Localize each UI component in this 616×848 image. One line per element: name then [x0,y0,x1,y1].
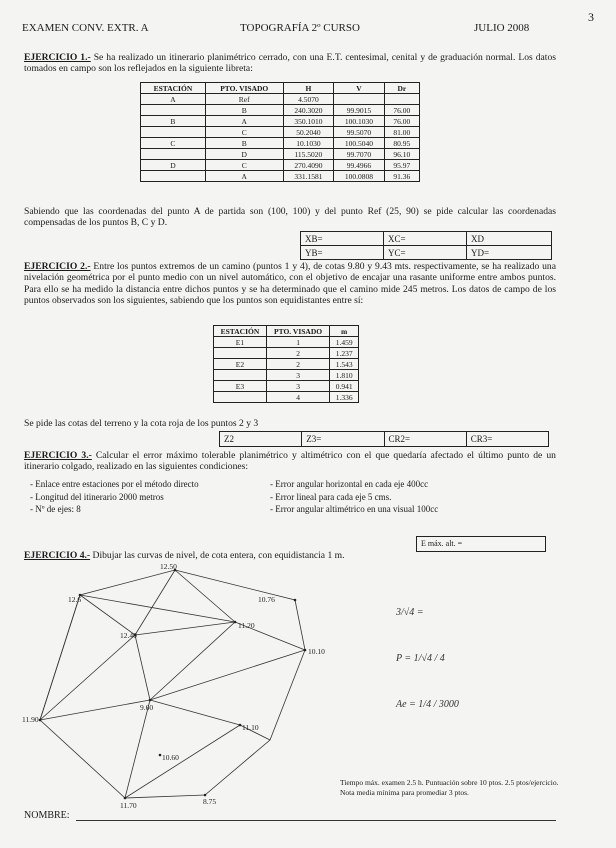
table-cell: A [205,116,283,127]
contour-figure [20,560,340,810]
point-label-10: 10.60 [162,753,179,762]
table-row [141,127,420,138]
ex2-answers [219,431,549,447]
table-header: V [334,83,385,94]
table-cell [214,348,267,359]
table-row [141,171,420,182]
ex3-text: EJERCICIO 3.- Calcular el error máximo tolerable planimétrico y altimétrico con el que quedaría afectado el último punto de un itinerario colgado, realizado en las siguientes condiciones: [24,450,556,473]
answer-yd[interactable]: YD= [471,248,490,258]
answer-z2[interactable]: Z2 [220,432,302,446]
table-cell: 1.237 [330,348,359,359]
table-cell: 240.3020 [283,105,334,116]
answer-cr2[interactable]: CR2= [385,432,467,446]
table-cell: 115.5020 [283,149,334,160]
table-cell: 99.7070 [334,149,385,160]
ex1-table [140,82,420,182]
table-cell [141,105,206,116]
ex3-list-left: - Enlace entre estaciones por el método directo - Longitud del itinerario 2000 metros - Nº de ejes: 8 [30,479,199,514]
table-cell: 1 [266,337,329,348]
table-header: ESTACIÓN [141,83,206,94]
ex4-title: EJERCICIO 4.- [24,550,91,561]
table-cell: 1.810 [330,370,359,381]
table-row [141,149,420,160]
table-cell: E2 [214,359,267,370]
point-label-11: 11.70 [120,801,137,810]
point-label-1: 12.50 [160,562,177,571]
table-row [141,94,420,105]
table-row [141,160,420,171]
table-row [214,392,359,403]
table-cell: B [141,116,206,127]
table-row [214,370,359,381]
table-cell [214,392,267,403]
table-cell: Ref [205,94,283,105]
table-cell [214,370,267,381]
answer-xb[interactable]: XB= [301,232,384,245]
exam-footnote: Tiempo máx. examen 2.5 h. Puntuación sobre 10 ptos. 2.5 ptos/ejercicio. Nota media mínima para promediar 3 ptos. [340,778,559,797]
name-line[interactable] [76,820,556,821]
table-cell: 99.5070 [334,127,385,138]
table-row [214,359,359,370]
ex2-title: EJERCICIO 2.- [24,261,91,272]
handwritten-notes: 3/√4 = P = 1/√4 / 4 Ae = 1/4 / 3000 [396,607,459,710]
table-cell: 1.336 [330,392,359,403]
header-center: TOPOGRAFÍA 2º CURSO [240,22,360,34]
table-header: m [330,326,359,337]
table-cell: 100.0808 [334,171,385,182]
table-cell: 0.941 [330,381,359,392]
table-cell: 270.4090 [283,160,334,171]
answer-z3[interactable]: Z3= [302,432,384,446]
table-row [214,337,359,348]
table-cell: 1.459 [330,337,359,348]
table-cell: 95.97 [384,160,419,171]
table-cell: 4 [266,392,329,403]
point-label-5: 11.20 [238,621,255,630]
table-cell: 81.00 [384,127,419,138]
answer-yb[interactable]: YB= [301,246,384,259]
answer-xd[interactable]: XD [471,234,484,244]
table-row [214,381,359,392]
table-cell: B [205,105,283,116]
table-cell: 350.1010 [283,116,334,127]
ex1-answers-y [300,245,552,260]
ex1-question: Sabiendo que las coordenadas del punto A de partida son (100, 100) y del punto Ref (25, 90) se pide calcular las coordenadas compensadas de los puntos B, C y D. [24,206,556,229]
table-header: PTO. VISADO [205,83,283,94]
table-cell: 1.543 [330,359,359,370]
point-label-6: 10.10 [308,647,325,656]
table-cell: 3 [266,370,329,381]
table-header: ESTACIÓN [214,326,267,337]
answer-xc[interactable]: XC= [384,232,467,245]
table-cell: 76.00 [384,105,419,116]
ex2-question: Se pide las cotas del terreno y la cota roja de los puntos 2 y 3 [24,418,259,429]
ex1-title: EJERCICIO 1.- [24,52,91,63]
table-cell: C [141,138,206,149]
table-cell: 100.5040 [334,138,385,149]
table-cell: D [141,160,206,171]
table-cell: 50.2040 [283,127,334,138]
point-label-9: 11.10 [242,723,259,732]
page-number: 3 [588,10,594,24]
table-cell: 99.4966 [334,160,385,171]
table-cell: 96.10 [384,149,419,160]
table-cell: 99.9015 [334,105,385,116]
point-label-4: 12.40 [120,631,137,640]
table-cell: 2 [266,348,329,359]
table-cell: C [205,127,283,138]
table-header: PTO. VISADO [266,326,329,337]
table-cell: A [141,94,206,105]
table-cell: 91.36 [384,171,419,182]
ex3-title: EJERCICIO 3.- [24,450,92,461]
point-label-2: 12.6 [68,595,82,604]
ex2-text: EJERCICIO 2.- Entre los puntos extremos de un camino (puntos 1 y 4), de cotas 9.80 y 9.43 mts. respectivamente, se ha realizado una nivelación geométrica por el punto medio con un nivel automático, con el objetivo de encajar una rasante uniforme entre ambos puntos. Para ello se ha medido la distancia entre dichos puntos y se ha determinado que el camino mide 245 metros. Los datos de campo de los puntos observados son los siguientes, sabiendo que los puntos son equidistantes entre sí: [24,261,556,307]
table-cell: 10.1030 [283,138,334,149]
point-label-7: 11.90 [22,715,39,724]
table-cell: D [205,149,283,160]
table-cell: 3 [266,381,329,392]
name-label: NOMBRE: [24,810,70,821]
table-cell: E1 [214,337,267,348]
table-row [141,105,420,116]
point-label-12: 8.75 [203,797,217,806]
table-cell [141,149,206,160]
table-cell: 4.5070 [283,94,334,105]
ex2-table [213,325,359,403]
header-left: EXAMEN CONV. EXTR. A [22,22,149,34]
ex1-answers-x [300,231,552,246]
table-cell: E3 [214,381,267,392]
table-row [141,138,420,149]
ex3-list-right: - Error angular horizontal en cada eje 400cc - Error lineal para cada eje 5 cms. - Error angular altimétrico en una visual 100cc [270,479,439,514]
table-cell [141,127,206,138]
answer-yc[interactable]: YC= [384,246,467,259]
table-cell: B [205,138,283,149]
table-row [214,348,359,359]
table-header: H [283,83,334,94]
table-row [141,116,420,127]
answer-cr3[interactable]: CR3= [470,434,493,444]
table-cell: 80.95 [384,138,419,149]
point-label-3: 10.76 [258,595,275,604]
ex1-text: EJERCICIO 1.- Se ha realizado un itinerario planimétrico cerrado, con una E.T. centesimal, cenital y de graduación normal. Los datos tomados en campo son los reflejados en la siguiente libreta: [24,52,556,75]
table-cell [334,94,385,105]
table-cell [141,171,206,182]
table-cell: 76.00 [384,116,419,127]
ex4-text: EJERCICIO 4.- Dibujar las curvas de nivel, de cota entera, con equidistancia 1 m. [24,550,345,561]
point-label-8: 9.60 [140,703,154,712]
table-cell: 100.1030 [334,116,385,127]
table-cell: C [205,160,283,171]
header-right: JULIO 2008 [474,22,530,34]
ex4-answer-box: E máx. alt. = [416,536,546,552]
table-cell: A [205,171,283,182]
table-cell: 331.1581 [283,171,334,182]
table-cell [384,94,419,105]
table-header: Dr [384,83,419,94]
table-cell: 2 [266,359,329,370]
